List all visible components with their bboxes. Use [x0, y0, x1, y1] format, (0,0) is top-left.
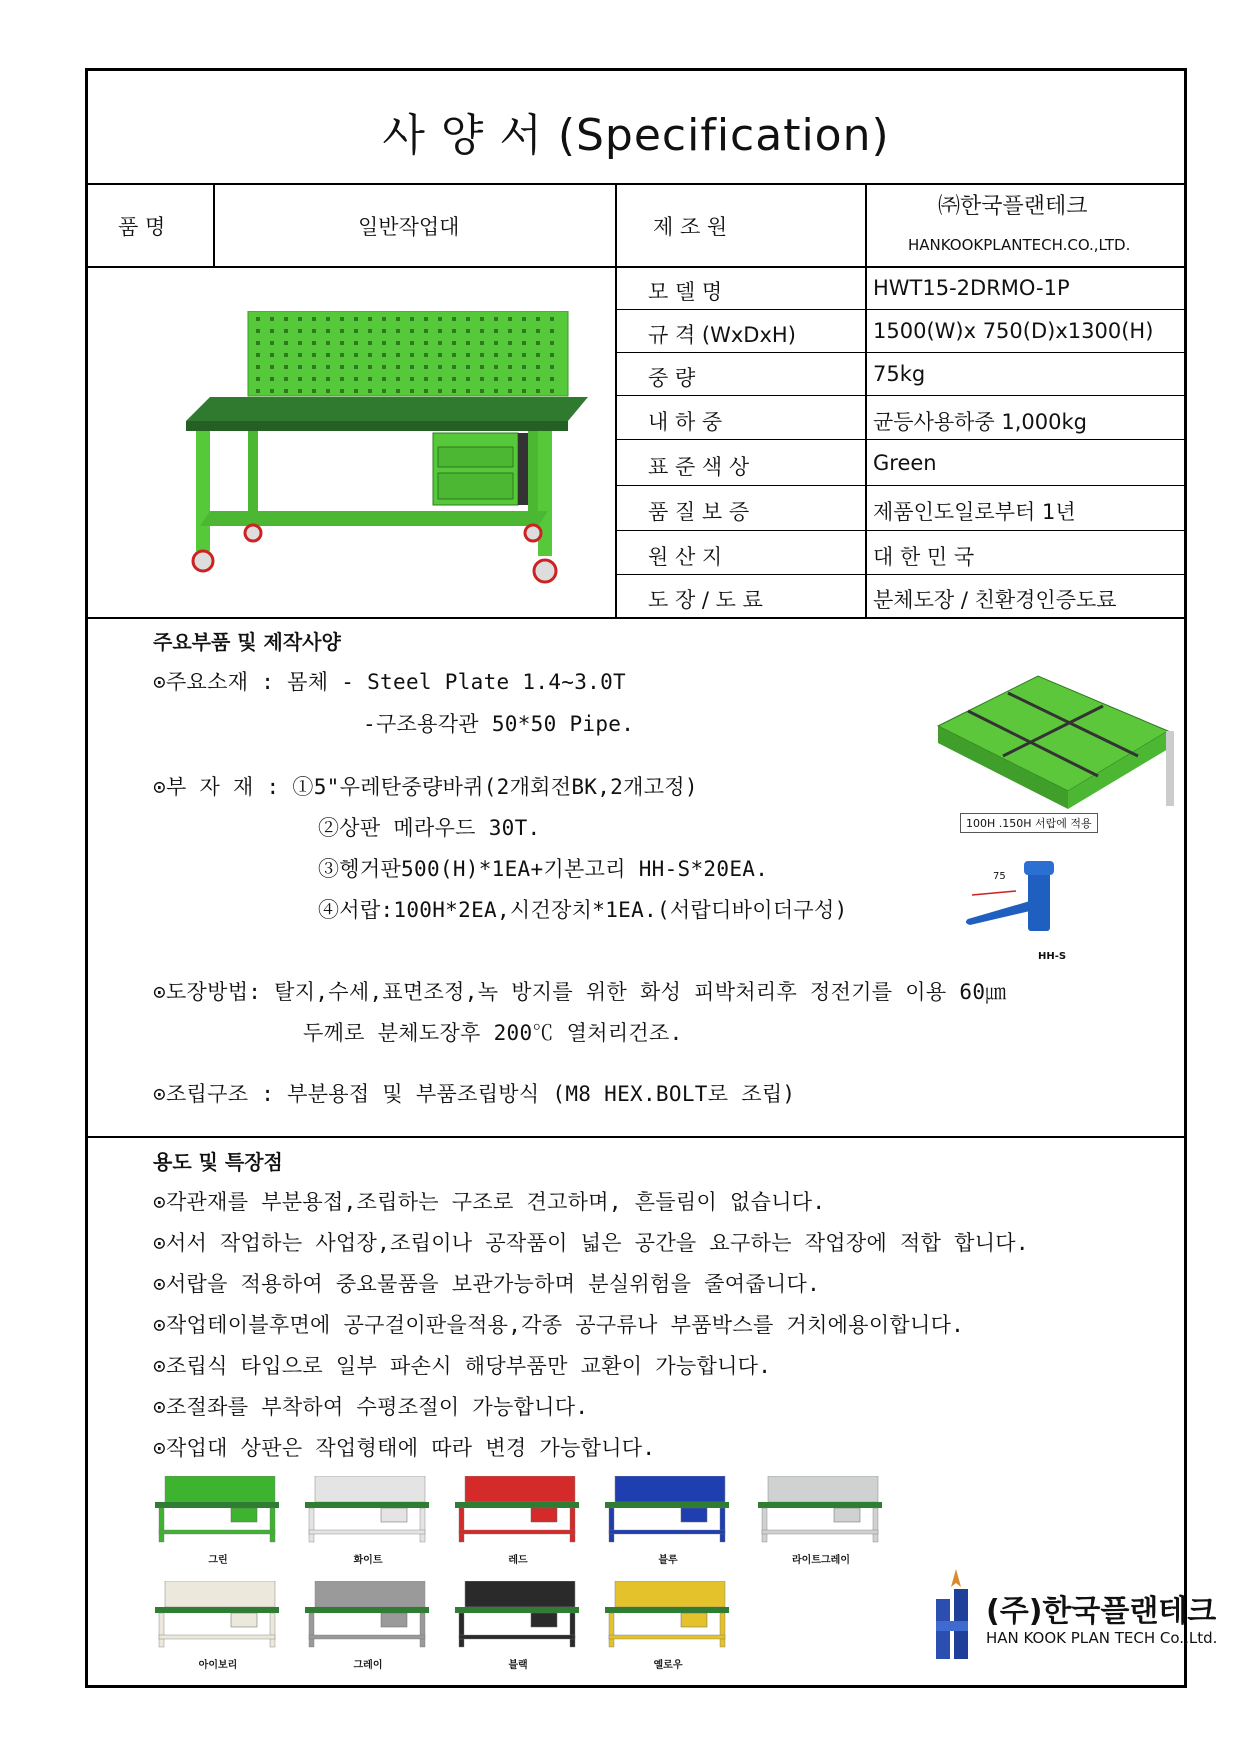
parts-line: ③헹거판500(H)*1EA+기본고리 HH-S*20EA. — [318, 857, 769, 881]
feature-line: ⊙작업대 상판은 작업형태에 따라 변경 가능합니다. — [153, 1436, 656, 1460]
parts-line: ⊙주요소재 : 몸체 - Steel Plate 1.4~3.0T — [153, 670, 626, 694]
product-label: 품 명 — [118, 215, 166, 239]
hook-image — [958, 861, 1078, 946]
maker-en: HANKOOKPLANTECH.CO.,LTD. — [908, 236, 1131, 254]
spec-label: 내 하 중 — [648, 410, 723, 434]
divider — [615, 183, 617, 618]
color-swatch — [603, 1581, 733, 1651]
spec-label: 표 준 색 상 — [648, 455, 750, 479]
color-swatch — [603, 1476, 733, 1546]
drawer-divider-image — [928, 671, 1178, 811]
color-swatch-label: 레드 — [508, 1555, 528, 1566]
feature-line: ⊙서랍을 적용하여 중요물품을 보관가능하며 분실위험을 줄여줍니다. — [153, 1272, 821, 1296]
spec-value: HWT15-2DRMO-1P — [873, 276, 1070, 300]
hook-caption: HH-S — [1038, 951, 1067, 962]
logo-en: HAN KOOK PLAN TECH Co.,Ltd. — [986, 1629, 1218, 1647]
divider — [865, 183, 867, 618]
parts-line: ⊙도장방법: 탈지,수세,표면조정,녹 방지를 위한 화성 피박처리후 정전기를 이용 60㎛ — [153, 980, 1007, 1004]
divider — [615, 352, 1184, 353]
maker-name: ㈜한국플랜테크 — [938, 194, 1088, 219]
spec-value: 1500(W)x 750(D)x1300(H) — [873, 319, 1154, 343]
spec-label: 규 격 (WxDxH) — [648, 323, 796, 347]
divider — [615, 309, 1184, 310]
color-swatch — [153, 1581, 283, 1651]
spec-label: 원 산 지 — [648, 545, 723, 569]
color-swatch-label: 블루 — [658, 1555, 678, 1566]
divider — [615, 530, 1184, 531]
feature-line: ⊙서서 작업하는 사업장,조립이나 공작품이 넓은 공간을 요구하는 작업장에 적합 합니다. — [153, 1231, 1029, 1255]
page-title: 사 양 서 (Specification) — [382, 110, 890, 161]
divider — [615, 485, 1184, 486]
divider — [88, 1136, 1184, 1138]
parts-line: -구조용각관 50*50 Pipe. — [363, 712, 635, 736]
color-swatch — [453, 1476, 583, 1546]
product-value: 일반작업대 — [358, 215, 460, 239]
color-swatch-label: 옐로우 — [653, 1660, 683, 1671]
feature-line: ⊙작업테이블후면에 공구걸이판을적용,각종 공구류나 부품박스를 거치에용이합니다. — [153, 1313, 965, 1337]
features-heading: 용도 및 특장점 — [153, 1150, 283, 1174]
feature-line: ⊙각관재를 부분용접,조립하는 구조로 견고하며, 흔들림이 없습니다. — [153, 1190, 826, 1214]
divider — [615, 439, 1184, 440]
feature-line: ⊙조립식 타입으로 일부 파손시 해당부품만 교환이 가능합니다. — [153, 1354, 772, 1378]
spec-value: 대 한 민 국 — [873, 545, 975, 569]
spec-value: 75kg — [873, 362, 926, 386]
color-swatch — [153, 1476, 283, 1546]
spec-label: 중 량 — [648, 366, 696, 390]
maker-label: 제 조 원 — [653, 215, 728, 239]
parts-line: ④서랍:100H*2EA,시건장치*1EA.(서랍디바이더구성) — [318, 898, 848, 922]
drawer-caption: 100H .150H 서랍에 적용 — [960, 813, 1098, 833]
spec-label: 모 델 명 — [648, 280, 723, 304]
color-swatch-label: 블랙 — [508, 1660, 528, 1671]
parts-line: ⊙부 자 재 : ①5"우레탄중량바퀴(2개회전BK,2개고정) — [153, 775, 698, 799]
color-swatch — [756, 1476, 886, 1546]
color-swatch-label: 라이트그레이 — [792, 1555, 850, 1566]
divider — [88, 183, 1184, 185]
color-swatch — [453, 1581, 583, 1651]
spec-label: 도 장 / 도 료 — [648, 588, 763, 612]
parts-line: 두께로 분체도장후 200℃ 열처리건조. — [303, 1021, 683, 1045]
color-swatch — [303, 1476, 433, 1546]
spec-value: 분체도장 / 친환경인증도료 — [873, 588, 1117, 612]
company-logo-mark — [926, 1569, 981, 1669]
feature-line: ⊙조절좌를 부착하여 수평조절이 가능합니다. — [153, 1395, 589, 1419]
parts-line: ②상판 메라우드 30T. — [318, 816, 541, 840]
spec-sheet — [85, 68, 1218, 1688]
divider — [88, 617, 1184, 619]
color-swatch-label: 그레이 — [353, 1660, 383, 1671]
workbench-illustration — [148, 311, 598, 591]
spec-value: Green — [873, 451, 937, 475]
color-swatch-label: 화이트 — [353, 1555, 383, 1566]
divider — [615, 574, 1184, 575]
divider — [213, 183, 215, 267]
spec-value: 균등사용하중 1,000kg — [873, 410, 1088, 434]
spec-label: 품 질 보 증 — [648, 500, 750, 524]
parts-heading: 주요부품 및 제작사양 — [153, 630, 341, 654]
divider — [88, 266, 1184, 268]
hook-dim: 75 — [993, 871, 1006, 882]
divider — [615, 395, 1184, 396]
parts-line: ⊙조립구조 : 부분용접 및 부품조립방식 (M8 HEX.BOLT로 조립) — [153, 1082, 796, 1106]
color-swatch-label: 그린 — [208, 1555, 228, 1566]
color-swatch — [303, 1581, 433, 1651]
spec-value: 제품인도일로부터 1년 — [873, 500, 1076, 524]
color-swatch-label: 아이보리 — [198, 1660, 238, 1671]
logo-name: (주)한국플랜테크 — [986, 1594, 1217, 1629]
